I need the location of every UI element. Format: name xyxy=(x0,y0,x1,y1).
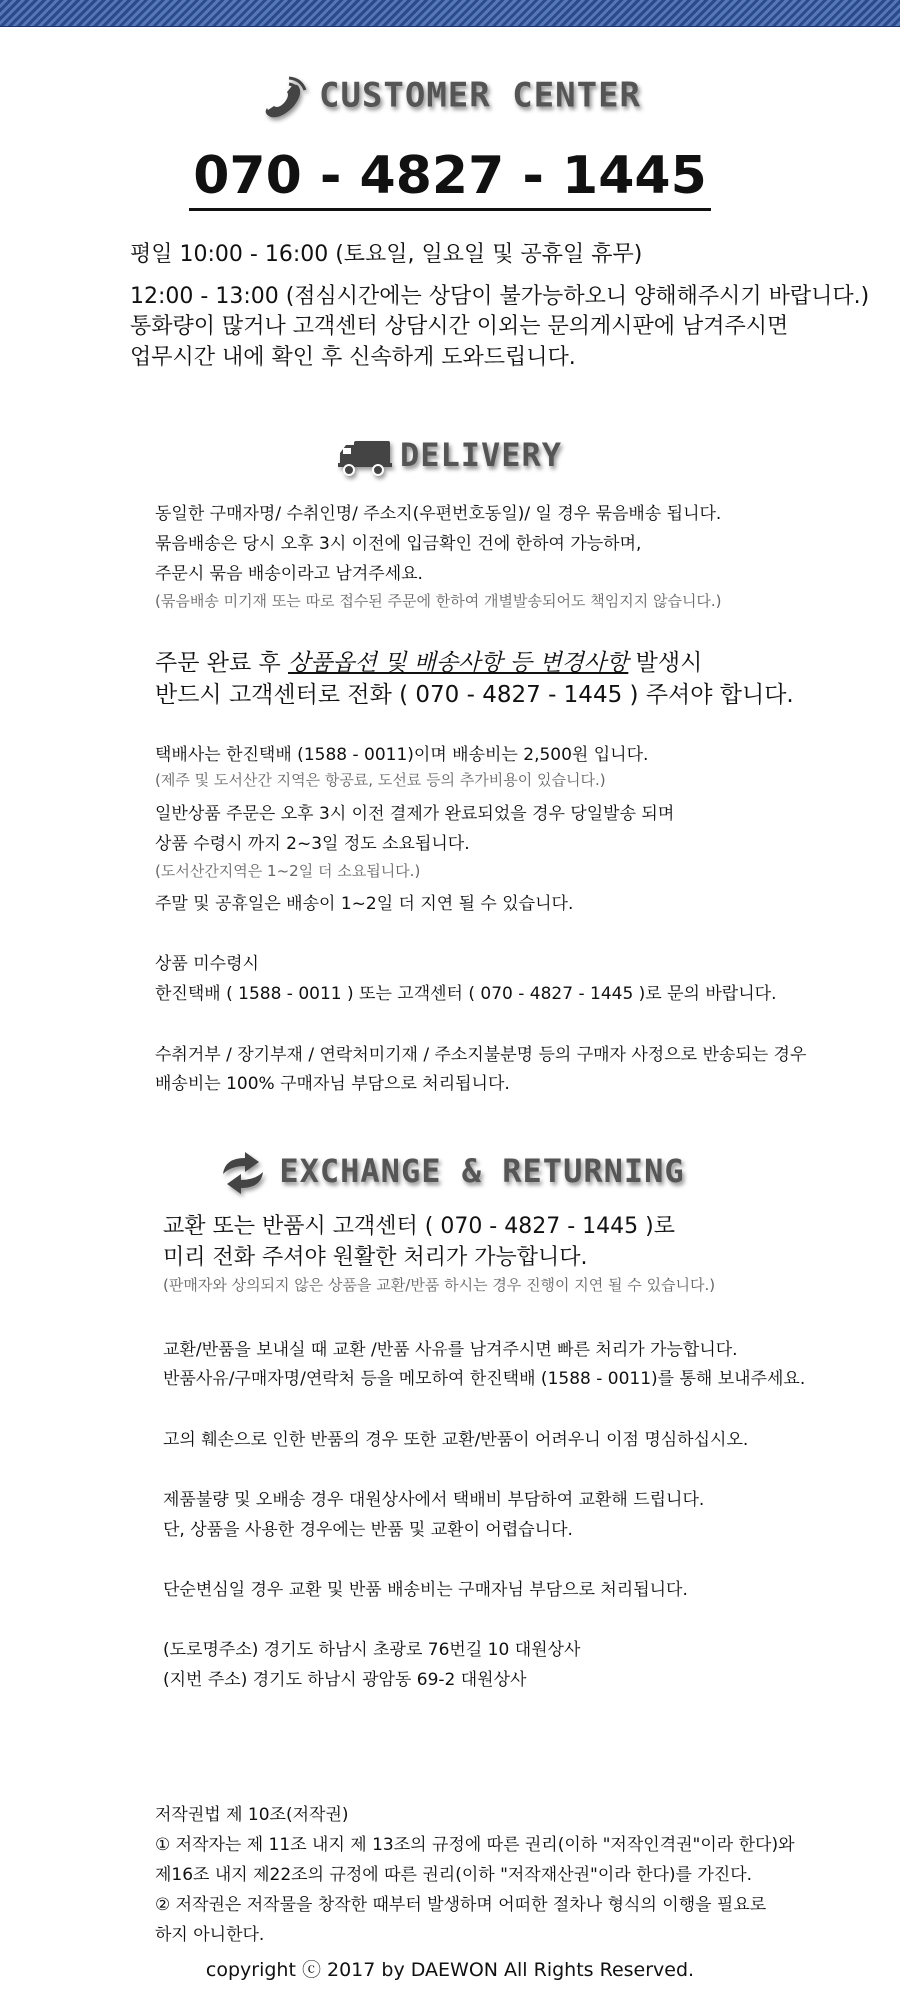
exchange-line-1: 교환/반품을 보내실 때 교환 /반품 사유를 남겨주시면 빠른 처리가 가능합니다. xyxy=(163,1340,738,1360)
exchange-heading xyxy=(0,1150,900,1196)
bundle-line-1: 동일한 구매자명/ 수취인명/ 주소지(우편번호동일)/ 일 경우 묶음배송 됩니다. xyxy=(155,504,722,524)
courier-note: (제주 및 도서산간 지역은 항공료, 도선료 등의 추가비용이 있습니다.) xyxy=(155,771,606,789)
exchange-line-3: 고의 훼손으로 인한 반품의 경우 또한 교환/반품이 어려우니 이점 명심하십시오. xyxy=(163,1430,749,1450)
lot-address: (지번 주소) 경기도 하남시 광암동 69-2 대원상사 xyxy=(163,1670,527,1690)
phone-icon xyxy=(259,74,311,120)
exchange-lead-1: 교환 또는 반품시 고객센터 ( 070 - 4827 - 1445 )로 xyxy=(163,1214,675,1239)
hours-line-4: 업무시간 내에 확인 후 신속하게 도와드립니다. xyxy=(130,345,576,370)
shipping-note: (도서산간지역은 1~2일 더 소요됩니다.) xyxy=(155,862,421,880)
refuse-line-2: 배송비는 100% 구매자님 부담으로 처리됩니다. xyxy=(155,1074,510,1094)
refresh-arrows-icon xyxy=(215,1150,271,1196)
copyright-footer: copyright ⓒ 2017 by DAEWON All Rights Reserved. xyxy=(205,1959,695,1981)
change-notice-line-1: 주문 완료 후 상품옵션 및 배송사항 등 변경사항 발생시 xyxy=(155,650,703,676)
shipping-line-2: 상품 수령시 까지 2~3일 정도 소요됩니다. xyxy=(155,834,470,854)
missing-title: 상품 미수령시 xyxy=(155,954,259,974)
copyright-law-line-4: 하지 아니한다. xyxy=(155,1925,265,1945)
exchange-lead-note: (판매자와 상의되지 않은 상품을 교환/반품 하시는 경우 진행이 지연 될 수 있습니다.) xyxy=(163,1276,716,1294)
copyright-law-line-3: ② 저작권은 저작물을 창작한 때부터 발생하며 어떠한 절차나 형식의 이행을 필요로 xyxy=(155,1895,767,1915)
exchange-line-4: 제품불량 및 오배송 경우 대원상사에서 택배비 부담하여 교환해 드립니다. xyxy=(163,1490,705,1510)
delivery-title: DELIVERY xyxy=(399,436,563,474)
missing-body: 한진택배 ( 1588 - 0011 ) 또는 고객센터 ( 070 - 4827 - 1445 )로 문의 바랍니다. xyxy=(155,984,777,1004)
truck-icon xyxy=(338,437,392,477)
customer-center-heading xyxy=(0,74,900,120)
exchange-line-6: 단순변심일 경우 교환 및 반품 배송비는 구매자님 부담으로 처리됩니다. xyxy=(163,1580,688,1600)
main-phone-number: 070 - 4827 - 1445 xyxy=(0,146,900,211)
hours-line-3: 통화량이 많거나 고객센터 상담시간 이외는 문의게시판에 남겨주시면 xyxy=(130,314,789,339)
copyright-law-line-2: 제16조 내지 제22조의 규정에 따른 권리(이하 "저작재산권"이라 한다)를 가진다. xyxy=(155,1865,753,1885)
hours-line-2: 12:00 - 13:00 (점심시간에는 상담이 불가능하오니 양해해주시기 바랍니다.) xyxy=(130,284,870,309)
shipping-line-1: 일반상품 주문은 오후 3시 이전 결제가 완료되었을 경우 당일발송 되며 xyxy=(155,804,675,824)
customer-center-title: CUSTOMER CENTER xyxy=(318,75,642,116)
road-address: (도로명주소) 경기도 하남시 초광로 76번길 10 대원상사 xyxy=(163,1640,581,1660)
exchange-line-5: 단, 상품을 사용한 경우에는 반품 및 교환이 어렵습니다. xyxy=(163,1520,573,1540)
exchange-lead-2: 미리 전화 주셔야 원활한 처리가 가능합니다. xyxy=(163,1245,588,1270)
refuse-line-1: 수취거부 / 장기부재 / 연락처미기재 / 주소지불분명 등의 구매자 사정으로 반송되는 경우 xyxy=(155,1045,807,1065)
copyright-law-title: 저작권법 제 10조(저작권) xyxy=(155,1805,349,1825)
bundle-line-3: 주문시 묶음 배송이라고 남겨주세요. xyxy=(155,564,423,584)
delivery-heading xyxy=(0,436,900,477)
shipping-line-3: 주말 및 공휴일은 배송이 1~2일 더 지연 될 수 있습니다. xyxy=(155,894,574,914)
bundle-note: (묶음배송 미기재 또는 따로 접수된 주문에 한하여 개별발송되어도 책임지지 않습니다.) xyxy=(155,592,722,610)
exchange-line-2: 반품사유/구매자명/연락처 등을 메모하여 한진택배 (1588 - 0011)를 통해 보내주세요. xyxy=(163,1369,806,1389)
hours-line-1: 평일 10:00 - 16:00 (토요일, 일요일 및 공휴일 휴무) xyxy=(130,242,643,267)
change-notice-line-2: 반드시 고객센터로 전화 ( 070 - 4827 - 1445 ) 주셔야 합니다. xyxy=(155,682,794,708)
courier-info: 택배사는 한진택배 (1588 - 0011)이며 배송비는 2,500원 입니다. xyxy=(155,745,649,765)
top-stripe-bar xyxy=(0,0,900,27)
bundle-line-2: 묶음배송은 당시 오후 3시 이전에 입금확인 건에 한하여 가능하며, xyxy=(155,534,642,554)
exchange-title: EXCHANGE & RETURNING xyxy=(279,1152,685,1190)
copyright-law-line-1: ① 저작자는 제 11조 내지 제 13조의 규정에 따른 권리(이하 "저작인격권"이라 한다)와 xyxy=(155,1835,795,1855)
